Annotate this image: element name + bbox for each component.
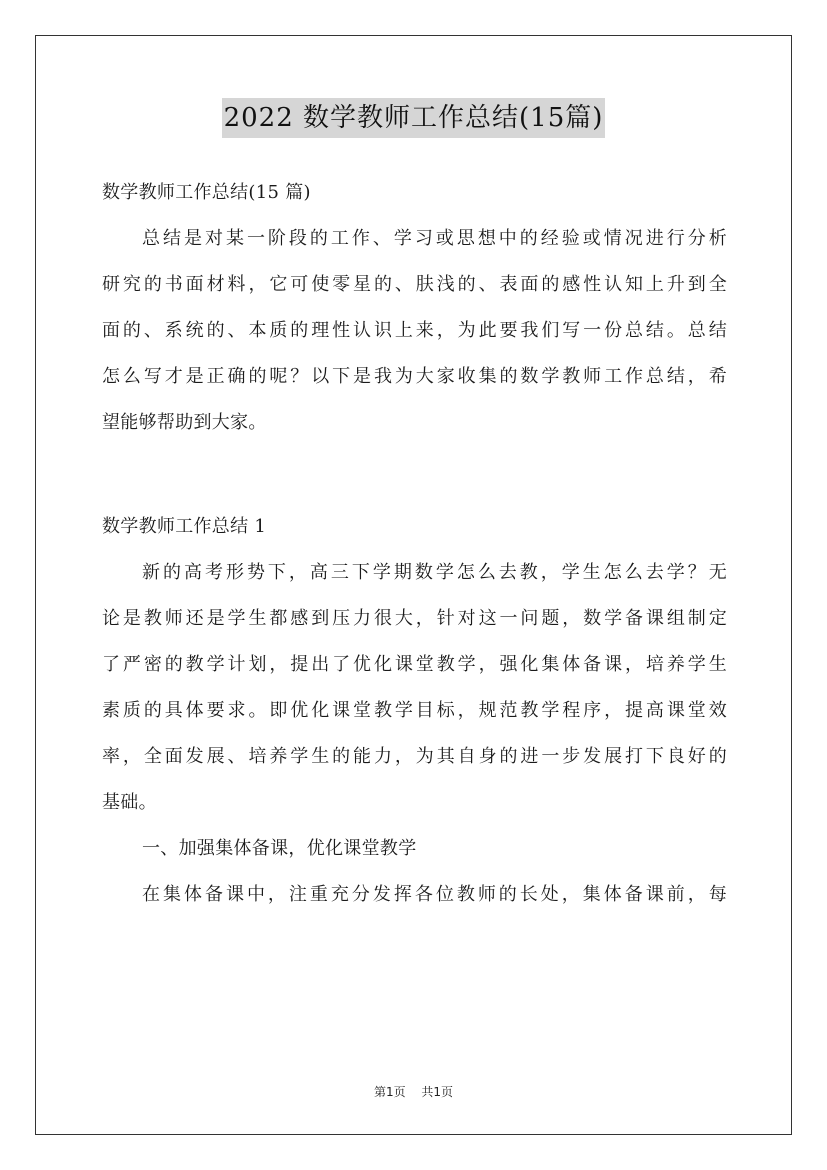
page-total: 共1页	[421, 1085, 454, 1099]
intro-line: 总结是对某一阶段的工作、学习或思想中的经验或情况进行分析	[142, 228, 727, 249]
section-heading: 数学教师工作总结 1	[102, 516, 267, 537]
document-title: 2022 数学教师工作总结(15篇)	[222, 98, 606, 138]
section-line: 论是教师还是学生都感到压力很大，针对这一问题，数学备课组制定	[102, 608, 727, 629]
section-line: 新的高考形势下，高三下学期数学怎么去教，学生怎么去学？无	[142, 562, 727, 583]
intro-line: 望能够帮助到大家。	[102, 412, 267, 433]
subtitle: 数学教师工作总结(15 篇)	[102, 182, 311, 203]
section-line: 素质的具体要求。即优化课堂教学目标，规范教学程序，提高课堂效	[102, 700, 727, 721]
title-block	[0, 98, 827, 138]
intro-line: 面的、系统的、本质的理性认识上来，为此要我们写一份总结。总结	[102, 320, 727, 341]
section-line: 基础。	[102, 792, 157, 813]
section-line: 率，全面发展、培养学生的能力，为其自身的进一步发展打下良好的	[102, 746, 727, 767]
point-heading: 一、加强集体备课，优化课堂教学	[142, 838, 417, 859]
point-line: 在集体备课中，注重充分发挥各位教师的长处，集体备课前，每	[142, 884, 727, 905]
page-footer	[0, 1083, 827, 1100]
document-body	[102, 170, 727, 918]
intro-line: 怎么写才是正确的呢？以下是我为大家收集的数学教师工作总结，希	[102, 366, 727, 387]
paragraph-gap	[102, 446, 727, 504]
intro-line: 研究的书面材料，它可使零星的、肤浅的、表面的感性认知上升到全	[102, 274, 727, 295]
section-line: 了严密的教学计划，提出了优化课堂教学，强化集体备课，培养学生	[102, 654, 727, 675]
page-number: 第1页	[373, 1085, 406, 1099]
